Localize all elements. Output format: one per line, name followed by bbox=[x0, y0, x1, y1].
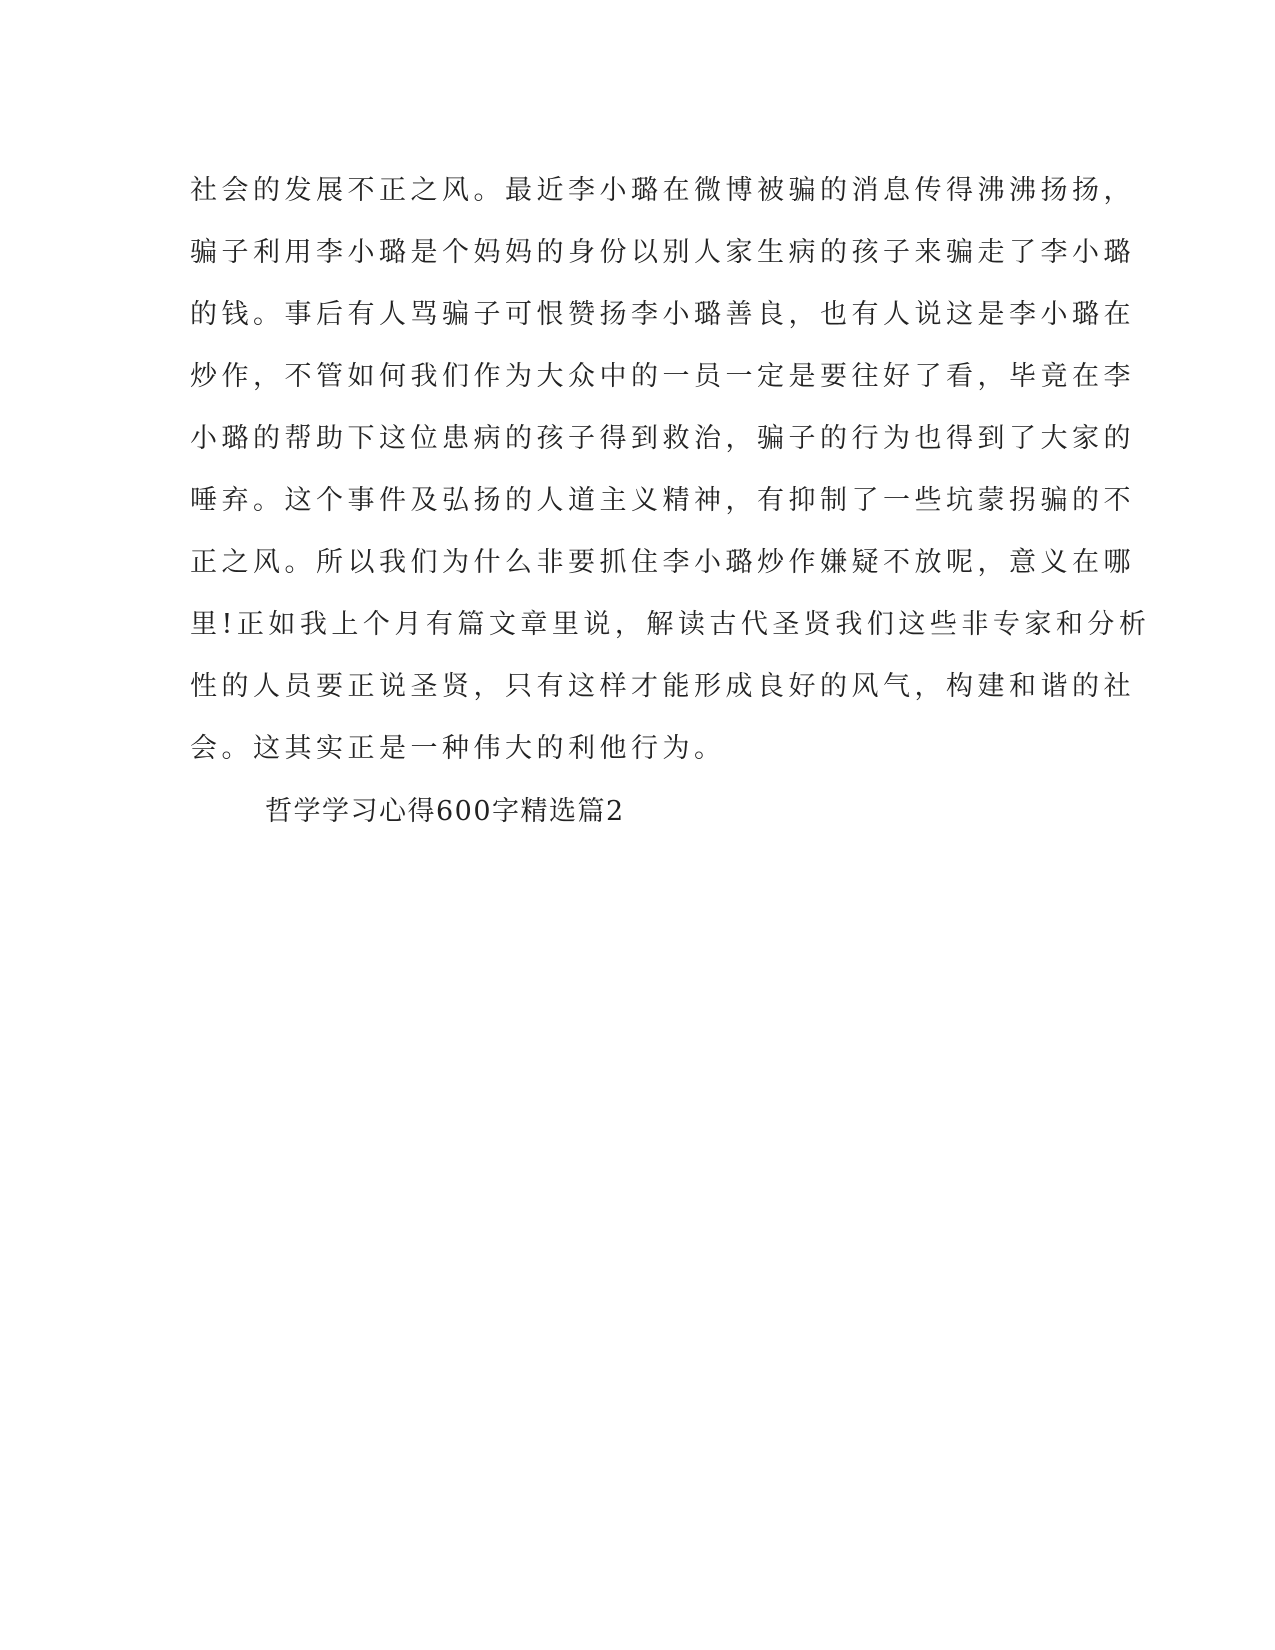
body-paragraph bbox=[190, 160, 1151, 780]
paragraph-line: 骗子利用李小璐是个妈妈的身份以别人家生病的孩子来骗走了李小璐 bbox=[190, 237, 1135, 268]
paragraph-line: 性的人员要正说圣贤，只有这样才能形成良好的风气，构建和谐的社 bbox=[190, 671, 1135, 702]
paragraph-line: 会。这其实正是一种伟大的利他行为。 bbox=[190, 733, 726, 764]
section-heading: 哲学学习心得600字精选篇2 bbox=[265, 796, 625, 827]
paragraph-line: 里!正如我上个月有篇文章里说，解读古代圣贤我们这些非专家和分析 bbox=[190, 609, 1151, 640]
paragraph-line: 的钱。事后有人骂骗子可恨赞扬李小璐善良，也有人说这是李小璐在 bbox=[190, 299, 1135, 330]
paragraph-line: 正之风。所以我们为什么非要抓住李小璐炒作嫌疑不放呢，意义在哪 bbox=[190, 547, 1135, 578]
paragraph-line: 小璐的帮助下这位患病的孩子得到救治，骗子的行为也得到了大家的 bbox=[190, 423, 1135, 454]
paragraph-line: 炒作，不管如何我们作为大众中的一员一定是要往好了看，毕竟在李 bbox=[190, 361, 1135, 392]
paragraph-line: 社会的发展不正之风。最近李小璐在微博被骗的消息传得沸沸扬扬， bbox=[190, 175, 1135, 206]
paragraph-line: 唾弃。这个事件及弘扬的人道主义精神，有抑制了一些坑蒙拐骗的不 bbox=[190, 485, 1135, 516]
